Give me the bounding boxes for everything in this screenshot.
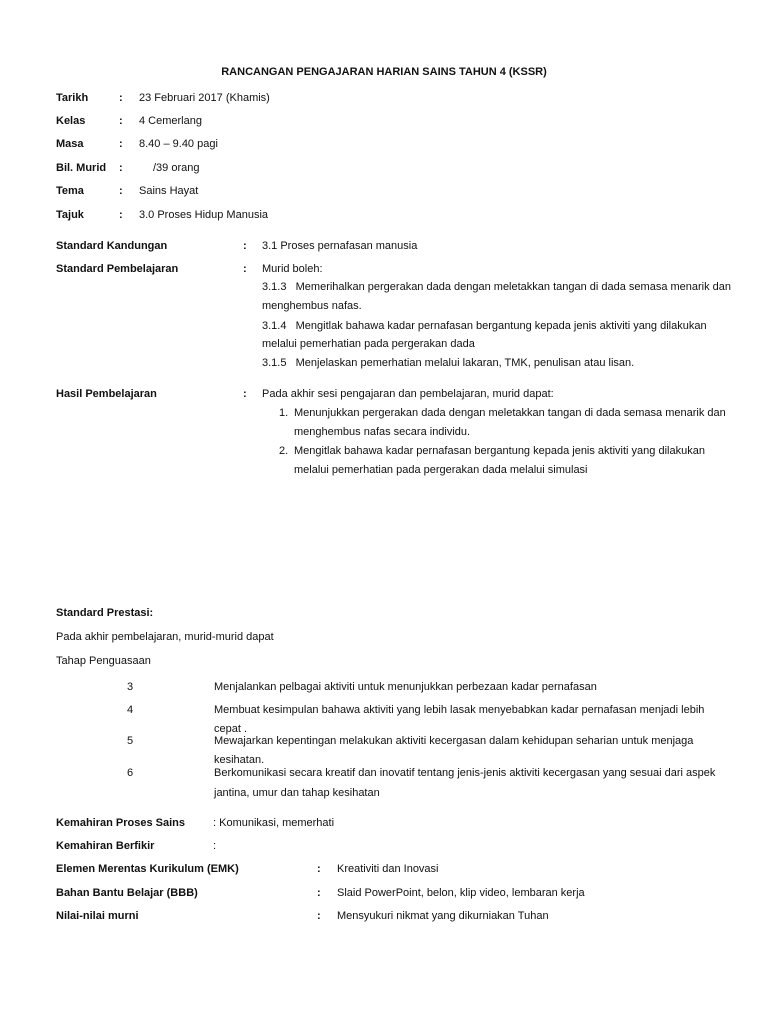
level-number: 4: [127, 704, 134, 716]
info-colon: :: [119, 92, 123, 104]
item-text: Menjelaskan pemerhatian melalui lakaran, TMK, penulisan atau lisan.: [295, 357, 635, 369]
item-text: Menunjukkan pergerakan dada dengan meletakkan tangan di dada semasa menarik dan: [294, 407, 726, 419]
info-label-tajuk: Tajuk: [56, 209, 84, 221]
info-label-kelas: Kelas: [56, 115, 86, 127]
standard-pembelajaran-label: Standard Pembelajaran: [56, 263, 179, 275]
bbb-label: Bahan Bantu Belajar (BBB): [56, 887, 198, 899]
level-text: Mewajarkan kepentingan melakukan aktiviti kecergasan dalam kehidupan seharian untuk menjaga: [214, 735, 694, 747]
info-label-tarikh: Tarikh: [56, 92, 89, 104]
emk-label: Elemen Merentas Kurikulum (EMK): [56, 863, 239, 875]
info-value-tajuk: 3.0 Proses Hidup Manusia: [139, 209, 269, 221]
info-colon: :: [119, 138, 123, 150]
standard-prestasi-heading: Standard Prestasi:: [56, 607, 154, 619]
kemahiran-berfikir-label: Kemahiran Berfikir: [56, 840, 155, 852]
standard-pembelajaran-colon: :: [243, 263, 247, 275]
item-code: 3.1.5: [262, 357, 287, 369]
bbb-colon: :: [317, 887, 321, 899]
item-text: Mengitlak bahawa kadar pernafasan bergantung kepada jenis aktiviti yang dilakukan: [294, 445, 705, 457]
level-number: 6: [127, 767, 134, 779]
list-item: [262, 320, 707, 332]
item-text-cont: menghembus nafas secara individu.: [294, 426, 471, 438]
standard-prestasi-line2: Tahap Penguasaan: [56, 655, 151, 667]
kemahiran-proses-sains-label: Kemahiran Proses Sains: [56, 817, 186, 829]
standard-kandungan-label: Standard Kandungan: [56, 240, 168, 252]
info-value-masa: 8.40 – 9.40 pagi: [139, 138, 218, 150]
info-colon: :: [119, 185, 123, 197]
level-text-cont: cepat .: [214, 723, 248, 735]
emk-value: Kreativiti dan Inovasi: [337, 863, 439, 875]
item-text: Memerihalkan pergerakan dada dengan meletakkan tangan di dada semasa menarik dan: [295, 281, 732, 293]
hasil-pembelajaran-label: Hasil Pembelajaran: [56, 388, 157, 400]
item-text-cont: melalui pemerhatian pada pergerakan dada melalui simulasi: [294, 464, 588, 476]
nilai-murni-colon: :: [317, 910, 321, 922]
item-code: 3.1.4: [262, 320, 287, 332]
level-text-cont: kesihatan.: [214, 754, 265, 766]
emk-colon: :: [317, 863, 321, 875]
standard-kandungan-value: 3.1 Proses pernafasan manusia: [262, 240, 418, 252]
info-label-tema: Tema: [56, 185, 84, 197]
info-value-tema: Sains Hayat: [139, 185, 199, 197]
item-text: Mengitlak bahawa kadar pernafasan bergantung kepada jenis aktiviti yang dilakukan: [295, 320, 707, 332]
item-text-cont: menghembus nafas.: [262, 300, 362, 312]
level-text-cont: jantina, umur dan tahap kesihatan: [214, 787, 380, 799]
level-number: 3: [127, 681, 134, 693]
bbb-value: Slaid PowerPoint, belon, klip video, lembaran kerja: [337, 887, 585, 899]
item-number: 1.: [279, 407, 289, 419]
nilai-murni-value: Mensyukuri nikmat yang dikurniakan Tuhan: [337, 910, 549, 922]
level-text: Berkomunikasi secara kreatif dan inovatif tentang jenis-jenis aktiviti kecergasan yang sesuai dari aspek: [214, 767, 716, 779]
hasil-pembelajaran-colon: :: [243, 388, 247, 400]
hasil-pembelajaran-intro: Pada akhir sesi pengajaran dan pembelajaran, murid dapat:: [262, 388, 554, 400]
kemahiran-proses-sains-value: : Komunikasi, memerhati: [213, 817, 335, 829]
info-colon: :: [119, 209, 123, 221]
nilai-murni-label: Nilai-nilai murni: [56, 910, 139, 922]
info-label-masa: Masa: [56, 138, 84, 150]
info-value-tarikh: 23 Februari 2017 (Khamis): [139, 92, 270, 104]
level-text: Menjalankan pelbagai aktiviti untuk menunjukkan perbezaan kadar pernafasan: [214, 681, 597, 693]
list-item: [262, 357, 634, 369]
info-label-bil-murid: Bil. Murid: [56, 162, 107, 174]
info-colon: :: [119, 115, 123, 127]
standard-prestasi-line1: Pada akhir pembelajaran, murid-murid dapat: [56, 631, 274, 643]
list-item: [262, 281, 731, 293]
item-text-cont: melalui pemerhatian pada pergerakan dada: [262, 338, 475, 350]
kemahiran-berfikir-value: :: [213, 840, 217, 852]
info-value-kelas: 4 Cemerlang: [139, 115, 202, 127]
item-code: 3.1.3: [262, 281, 287, 293]
standard-pembelajaran-intro: Murid boleh:: [262, 263, 323, 275]
standard-kandungan-colon: :: [243, 240, 247, 252]
level-text: Membuat kesimpulan bahawa aktiviti yang lebih lasak menyebabkan kadar pernafasan menjadi lebih: [214, 704, 705, 716]
info-value-bil-murid: /39 orang: [153, 162, 200, 174]
item-number: 2.: [279, 445, 289, 457]
level-number: 5: [127, 735, 134, 747]
page-title: RANCANGAN PENGAJARAN HARIAN SAINS TAHUN 4 (KSSR): [221, 66, 547, 78]
info-colon: :: [119, 162, 123, 174]
